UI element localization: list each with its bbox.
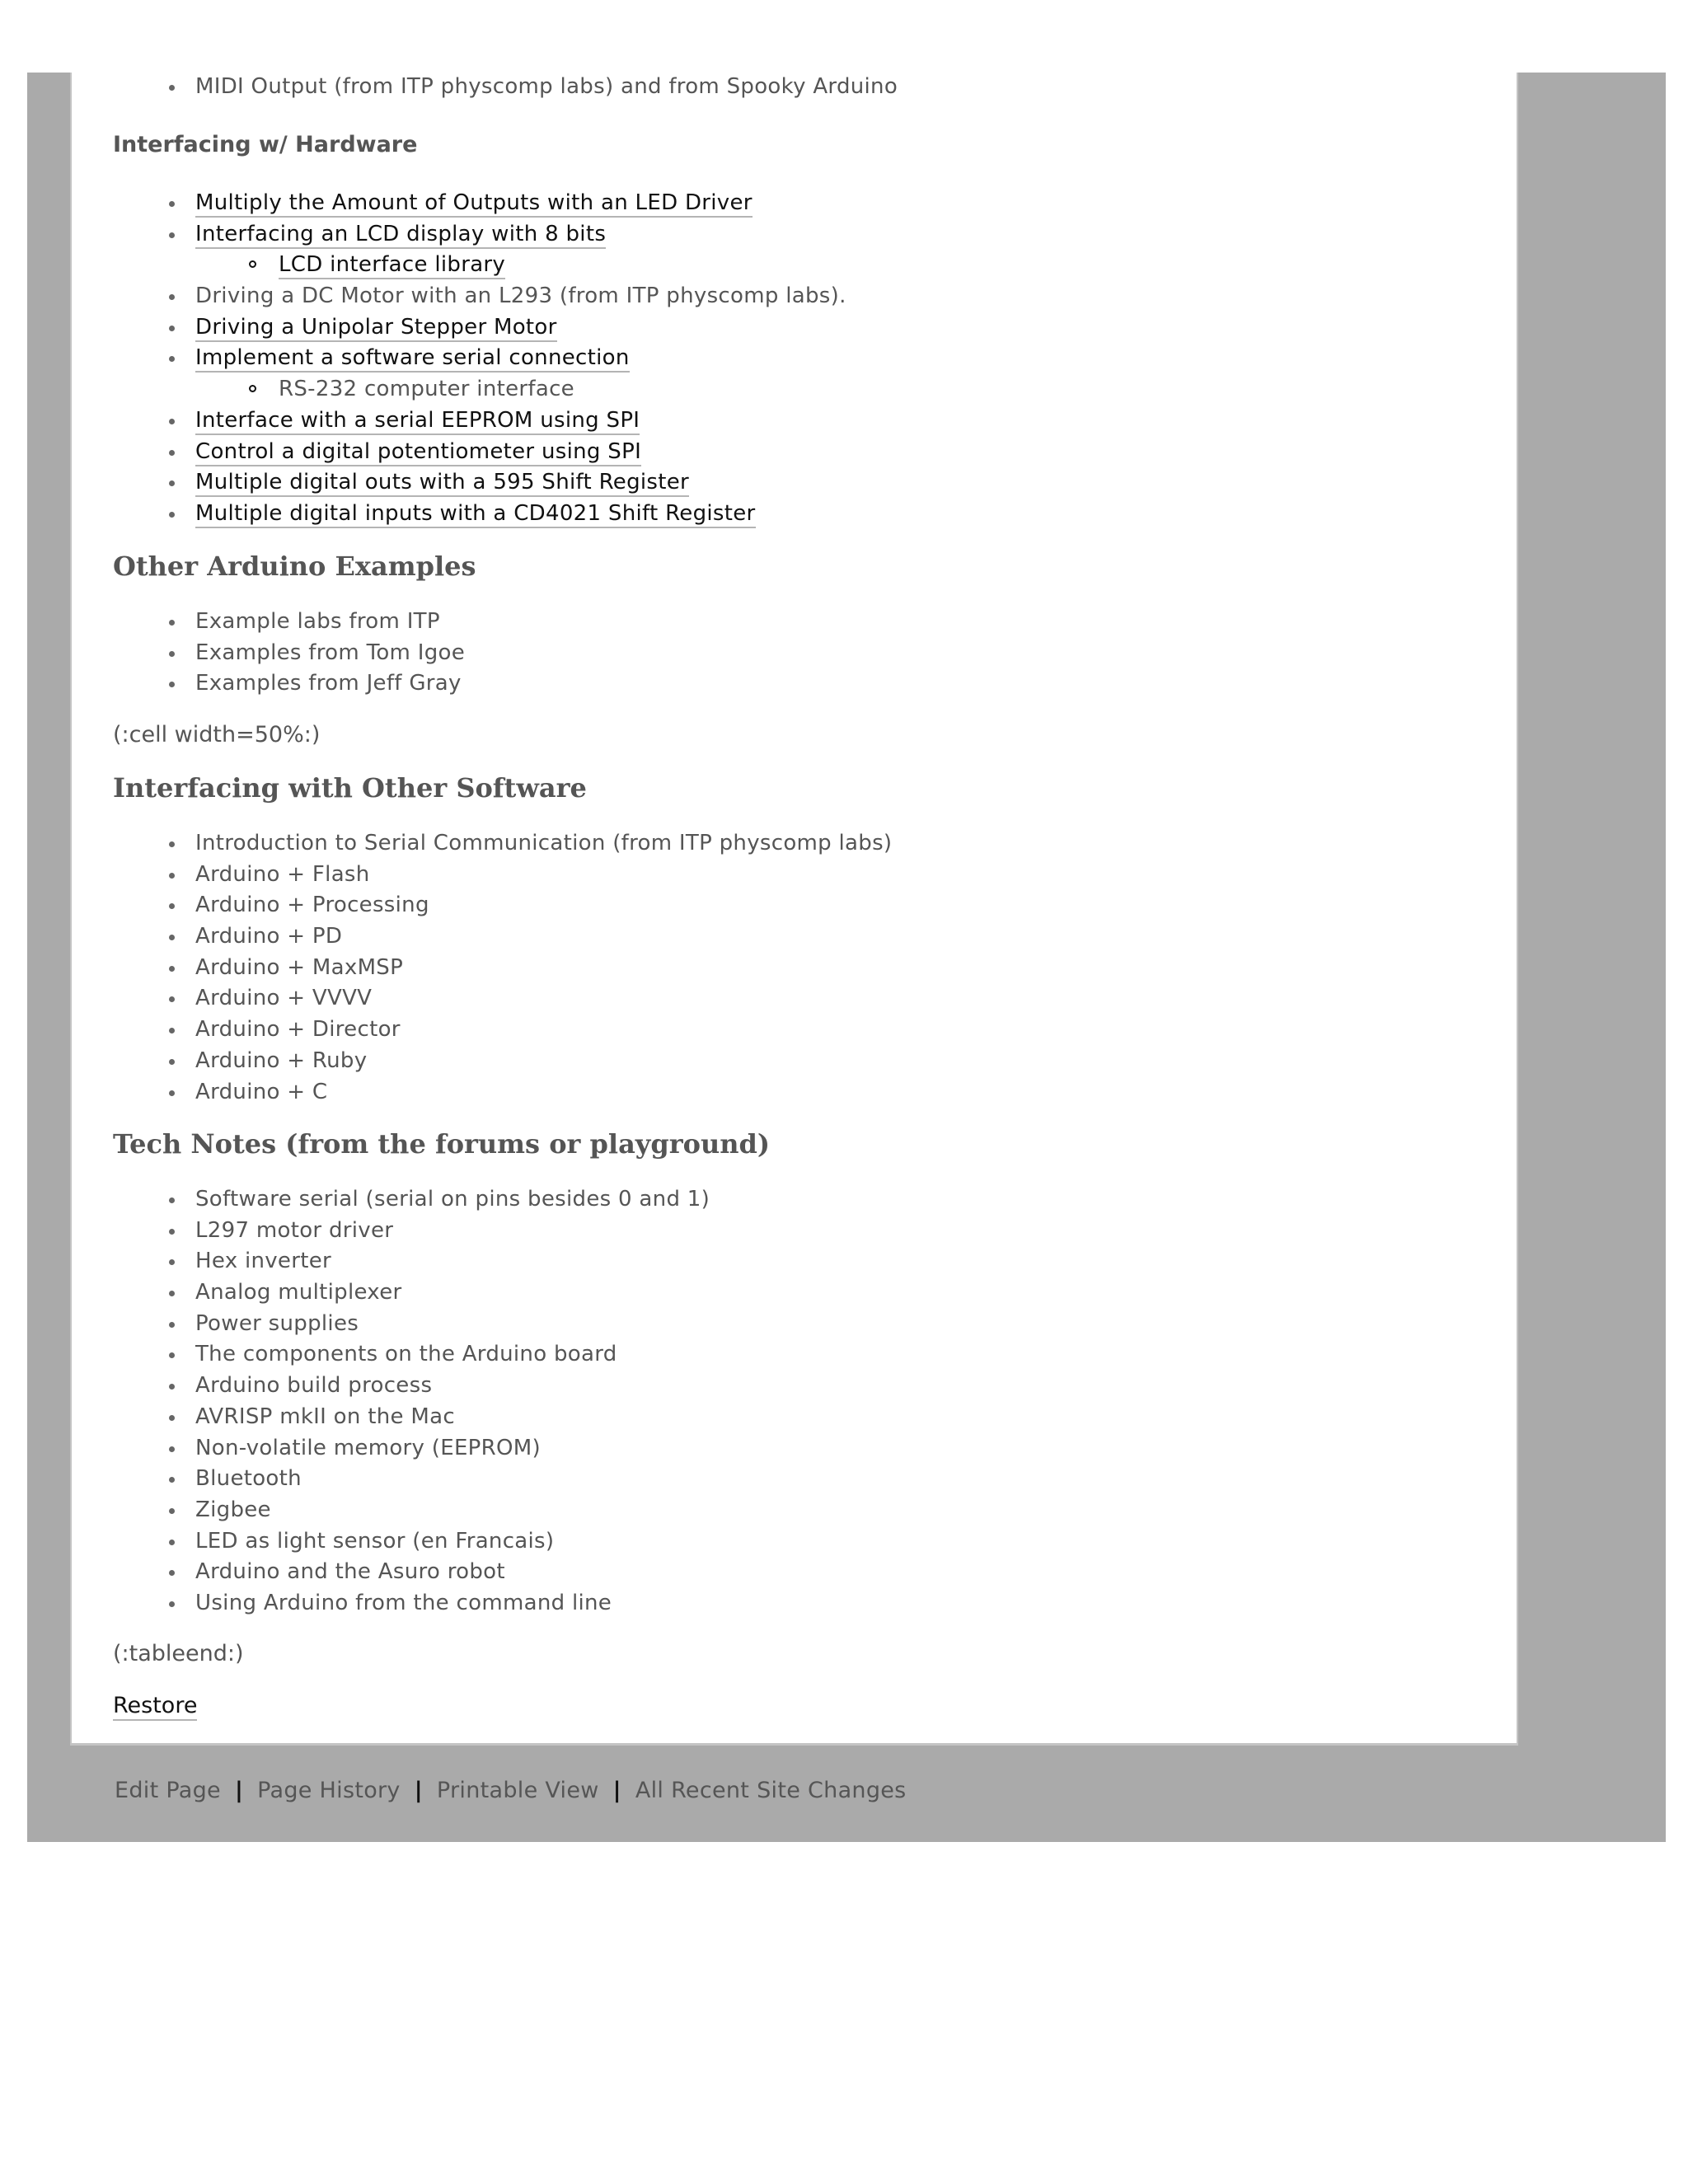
bullet-disc-icon: [169, 1446, 175, 1452]
cell-markup-text: (:cell width=50%:): [113, 722, 321, 748]
item-text: MIDI Output (from ITP physcomp labs) and from Spooky Arduino: [195, 74, 898, 99]
item-text: Arduino + Processing: [195, 893, 429, 918]
footer-separator: |: [612, 1778, 621, 1803]
item-text: Power supplies: [195, 1310, 359, 1336]
footer-link-edit-page[interactable]: Edit Page: [115, 1778, 221, 1803]
link-interfacing-an-lcd-display-with-8-bits[interactable]: Interfacing an LCD display with 8 bits: [195, 222, 606, 249]
bullet-disc-icon: [169, 1291, 175, 1296]
software-heading: Interfacing with Other Software: [113, 772, 587, 804]
bullet-disc-icon: [169, 1229, 175, 1235]
hardware-heading: Interfacing w/ Hardware: [113, 132, 418, 157]
bullet-disc-icon: [169, 935, 175, 940]
bullet-disc-icon: [169, 512, 175, 518]
item-text: Arduino + Ruby: [195, 1047, 368, 1073]
other-examples-heading: Other Arduino Examples: [113, 551, 476, 582]
link-lcd-interface-library[interactable]: LCD interface library: [279, 252, 505, 279]
footer-link-all-recent-site-changes[interactable]: All Recent Site Changes: [635, 1778, 907, 1803]
item-text: Hex inverter: [195, 1249, 331, 1274]
item-text: Using Arduino from the command line: [195, 1590, 612, 1615]
item-text: Analog multiplexer: [195, 1280, 402, 1305]
bullet-disc-icon: [169, 201, 175, 207]
item-text: Driving a DC Motor with an L293 (from ITP physcomp labs).: [195, 284, 846, 309]
bullet-disc-icon: [169, 294, 175, 300]
footer-actions: [115, 1774, 907, 1807]
footer-separator: |: [234, 1778, 244, 1803]
item-text: Arduino build process: [195, 1373, 433, 1399]
item-text: Introduction to Serial Communication (from ITP physcomp labs): [195, 831, 893, 855]
item-text: Arduino + MaxMSP: [195, 954, 404, 980]
bullet-disc-icon: [169, 419, 175, 424]
item-text: Arduino + Director: [195, 1017, 401, 1043]
tech-heading: Tech Notes (from the forums or playground): [113, 1128, 771, 1160]
link-multiple-digital-outs-with-a-595-shift-register[interactable]: Multiple digital outs with a 595 Shift Register: [195, 470, 689, 497]
item-text: L297 motor driver: [195, 1217, 394, 1243]
item-text: AVRISP mkII on the Mac: [195, 1404, 455, 1429]
item-text: Arduino + PD: [195, 924, 343, 949]
item-text: Zigbee: [195, 1497, 271, 1522]
bullet-disc-icon: [169, 326, 175, 331]
bullet-disc-icon: [169, 1540, 175, 1545]
bullet-disc-icon: [169, 1059, 175, 1065]
item-text: Examples from Jeff Gray: [195, 671, 462, 696]
item-text: The components on the Arduino board: [195, 1342, 617, 1367]
footer-separator: |: [414, 1778, 423, 1803]
restore-link[interactable]: Restore: [113, 1693, 197, 1721]
bullet-disc-icon: [169, 651, 175, 657]
bullet-disc-icon: [169, 1197, 175, 1203]
link-driving-a-unipolar-stepper-motor[interactable]: Driving a Unipolar Stepper Motor: [195, 315, 557, 342]
tableend-markup-text: (:tableend:): [113, 1641, 244, 1666]
link-multiple-digital-inputs-with-a-cd4021-shift-regi[interactable]: Multiple digital inputs with a CD4021 Shift Register: [195, 501, 756, 528]
item-text: RS-232 computer interface: [279, 377, 574, 402]
bullet-disc-icon: [169, 1322, 175, 1328]
item-text: Examples from Tom Igoe: [195, 640, 466, 665]
link-control-a-digital-potentiometer-using-spi[interactable]: Control a digital potentiometer using SPI: [195, 439, 641, 466]
bullet-disc-icon: [169, 620, 175, 626]
link-multiply-the-amount-of-outputs-with-an-led-drive[interactable]: Multiply the Amount of Outputs with an LED Driver: [195, 190, 753, 218]
footer-link-printable-view[interactable]: Printable View: [436, 1778, 599, 1803]
item-text: Software serial (serial on pins besides 0 and 1): [195, 1187, 710, 1212]
bullet-disc-icon: [169, 873, 175, 879]
bullet-disc-icon: [169, 85, 175, 91]
item-text: Arduino + VVVV: [195, 986, 373, 1011]
item-text: Arduino + C: [195, 1079, 328, 1104]
item-text: Example labs from ITP: [195, 609, 440, 634]
item-text: Non-volatile memory (EEPROM): [195, 1435, 541, 1460]
item-text: Arduino + Flash: [195, 861, 370, 887]
item-text: LED as light sensor (en Francais): [195, 1528, 555, 1554]
bullet-disc-icon: [169, 1090, 175, 1096]
bullet-disc-icon: [169, 232, 175, 238]
bullet-disc-icon: [169, 1508, 175, 1514]
item-text: Bluetooth: [195, 1466, 302, 1492]
link-implement-a-software-serial-connection[interactable]: Implement a software serial connection: [195, 345, 630, 373]
bullet-disc-icon: [169, 1415, 175, 1421]
item-text: Arduino and the Asuro robot: [195, 1559, 505, 1585]
bullet-disc-icon: [169, 1601, 175, 1607]
footer-link-page-history[interactable]: Page History: [257, 1778, 401, 1803]
bullet-disc-icon: [169, 966, 175, 972]
bullet-disc-icon: [169, 450, 175, 456]
bullet-disc-icon: [169, 841, 175, 847]
restore-link-wrapper: [113, 1690, 197, 1722]
link-interface-with-a-serial-eeprom-using-spi[interactable]: Interface with a serial EEPROM using SPI: [195, 408, 640, 435]
